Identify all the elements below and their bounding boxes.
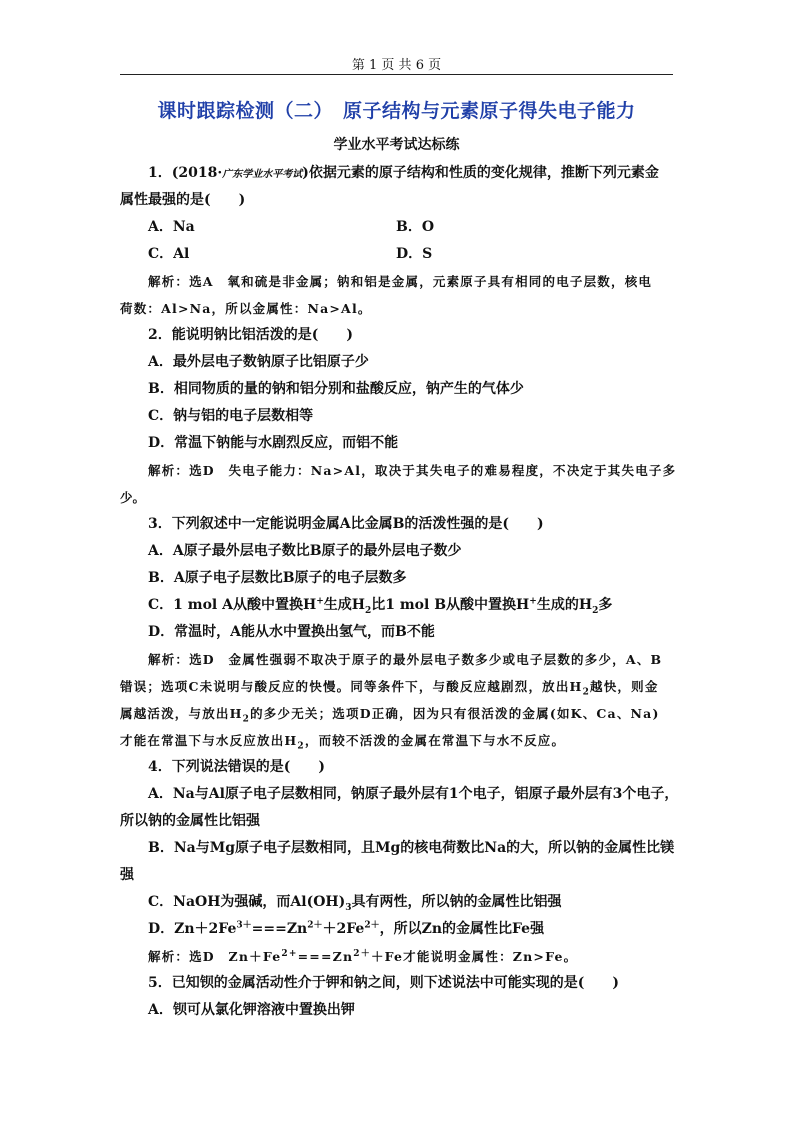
q1-stem-line-2: 属性最强的是( ) — [120, 192, 246, 208]
page-indicator: 第 1 页 共 6 页 — [351, 58, 442, 73]
q4-option-b-line-1: B．Na与Mg原子电子层数相同，且Mg的核电荷数比Na的大，所以钠的金属性比镁 — [148, 840, 675, 856]
q1-analysis-label: 解析： — [148, 274, 190, 289]
q3-analysis-label: 解析： — [148, 652, 190, 667]
q4-analysis-line-1 — [120, 943, 675, 970]
q2-analysis-label: 解析： — [148, 463, 190, 478]
q4-option-c-sub: 3 — [345, 902, 352, 913]
q2-option-d: D．常温下钠能与水剧烈反应，而铝不能 — [148, 435, 399, 451]
q5-stem: 5．已知钡的金属活动性介于钾和钠之间，则下述说法中可能实现的是( ) — [148, 975, 619, 991]
q4-option-c — [120, 889, 675, 916]
q4-analysis-label: 解析： — [148, 949, 190, 964]
q1-option-c: C．Al — [148, 246, 190, 262]
q2-stem: 2．能说明钠比铝活泼的是( ) — [148, 327, 353, 343]
q2-analysis-line-2: 少。 — [120, 490, 146, 505]
q3-analysis-text: 选D 金属性强弱不取决于原子的最外层电子数多少或电子层数的多少，A、B — [189, 652, 663, 667]
page-title: 课时跟踪检测（二） 原子结构与元素原子得失电子能力 — [157, 100, 636, 122]
q3-option-c-part: 生成H — [323, 597, 365, 613]
q2-analysis-line-1 — [120, 457, 675, 484]
q3-analysis-line-3 — [120, 700, 675, 727]
q3-option-a: A．A原子最外层电子数比B原子的最外层电子数少 — [148, 543, 462, 559]
q1-analysis-text: 选A 氧和硫是非金属；钠和铝是金属，元素原子具有相同的电子层数，核电 — [189, 274, 653, 289]
q3-option-c-part: 生成的H — [536, 597, 593, 613]
q3-analysis-line-2 — [120, 673, 675, 700]
q3-option-c-part: C．1 mol A从酸中置换H — [148, 597, 317, 613]
q1-options-row-2 — [120, 241, 675, 268]
q1-option-d: D．S — [396, 246, 433, 262]
q4-option-d-sup: 2＋ — [307, 920, 323, 931]
q3-analysis-sub: 2 — [242, 714, 251, 725]
q2-option-b: B．相同物质的量的钠和铝分别和盐酸反应，钠产生的气体少 — [148, 381, 524, 397]
q1-option-a: A．Na — [148, 219, 195, 235]
q5-option-a: A．钡可从氯化钾溶液中置换出钾 — [148, 1002, 355, 1018]
q4-option-a-line-2: 所以钠的金属性比铝强 — [120, 813, 260, 829]
q3-option-c-sup: + — [316, 596, 324, 607]
q4-option-d-part: ，所以Zn的金属性比Fe强 — [379, 921, 545, 937]
q3-option-d: D．常温时，A能从水中置换出氢气，而B不能 — [148, 624, 435, 640]
q3-option-c-part: 多 — [598, 597, 613, 613]
q3-option-c-sub: 2 — [364, 605, 372, 616]
q1-text: )依据元素的原子结构和性质的变化规律，推断下列元素金 — [302, 165, 659, 181]
q3-option-c-part: 比1 mol B从酸中置换H — [371, 597, 530, 613]
q1-options-row-1 — [120, 214, 675, 241]
q4-option-d-part: ＋2Fe — [322, 921, 365, 937]
q4-option-d-sup: 2＋ — [364, 920, 380, 931]
section-subtitle: 学业水平考试达标练 — [333, 137, 460, 153]
q2-analysis-text: 选D 失电子能力：Na>Al，取决于其失电子的难易程度，不决定于其失电子多 — [189, 463, 677, 478]
q3-option-c-sup: + — [529, 596, 537, 607]
q3-analysis-part: ，而较不活泼的金属在常温下与水不反应。 — [304, 733, 566, 748]
q1-stem-line-1 — [120, 160, 675, 187]
q1-analysis-line-2: 荷数：Al>Na，所以金属性：Na>Al。 — [120, 301, 372, 316]
q2-option-a: A．最外层电子数钠原子比铝原子少 — [148, 354, 369, 370]
q3-analysis-line-4 — [120, 727, 675, 754]
q3-analysis-part: 属越活泼，与放出H — [120, 706, 243, 721]
q1-source: 广东学业水平考试 — [222, 169, 303, 180]
q3-analysis-part: 越快，则金 — [590, 679, 659, 694]
q4-analysis-part: 选D Zn＋Fe — [189, 949, 282, 964]
q3-analysis-part: 的多少无关；选项D正确，因为只有很活泼的金属(如K、Ca、Na) — [250, 706, 660, 721]
q4-option-d-part: D．Zn＋2Fe — [148, 921, 237, 937]
q3-analysis-sub: 2 — [297, 741, 305, 752]
q4-option-d — [120, 916, 675, 943]
q4-analysis-part: ＋Fe才能说明金属性：Zn>Fe。 — [370, 949, 578, 964]
q4-option-c-part: 具有两性，所以钠的金属性比铝强 — [351, 894, 562, 910]
q4-analysis-sup: 2+ — [281, 948, 298, 959]
q1-option-b: B．O — [396, 219, 435, 235]
q3-stem: 3．下列叙述中一定能说明金属A比金属B的活泼性强的是( ) — [148, 516, 544, 532]
worksheet-content — [120, 160, 679, 1024]
q3-analysis-line-1 — [120, 646, 675, 673]
q4-analysis-sup: 2＋ — [353, 948, 371, 959]
page-header — [120, 54, 673, 75]
q3-option-b: B．A原子电子层数比B原子的电子层数多 — [148, 570, 407, 586]
q4-stem: 4．下列说法错误的是( ) — [148, 759, 325, 775]
q3-analysis-part: 错误；选项C未说明与酸反应的快慢。同等条件下，与酸反应越剧烈，放出H — [120, 679, 583, 694]
q4-option-d-sup: 3＋ — [236, 920, 252, 931]
q3-analysis-sub: 2 — [582, 687, 591, 698]
q4-option-a-line-1: A．Na与Al原子电子层数相同，钠原子最外层有1个电子，铝原子最外层有3个电子， — [148, 786, 679, 802]
q1-number: 1．(2018· — [148, 165, 223, 181]
q1-analysis-line-1 — [120, 268, 675, 295]
q3-analysis-part: 才能在常温下与水反应放出H — [120, 733, 298, 748]
q2-option-c: C．钠与铝的电子层数相等 — [148, 408, 314, 424]
q3-option-c — [120, 592, 675, 619]
q4-option-d-part: ===Zn — [251, 921, 308, 937]
q4-option-c-part: C．NaOH为强碱，而Al(OH) — [148, 894, 346, 910]
q3-option-c-sub: 2 — [592, 605, 599, 616]
q4-option-b-line-2: 强 — [120, 867, 134, 883]
q4-analysis-part: ===Zn — [297, 949, 354, 964]
